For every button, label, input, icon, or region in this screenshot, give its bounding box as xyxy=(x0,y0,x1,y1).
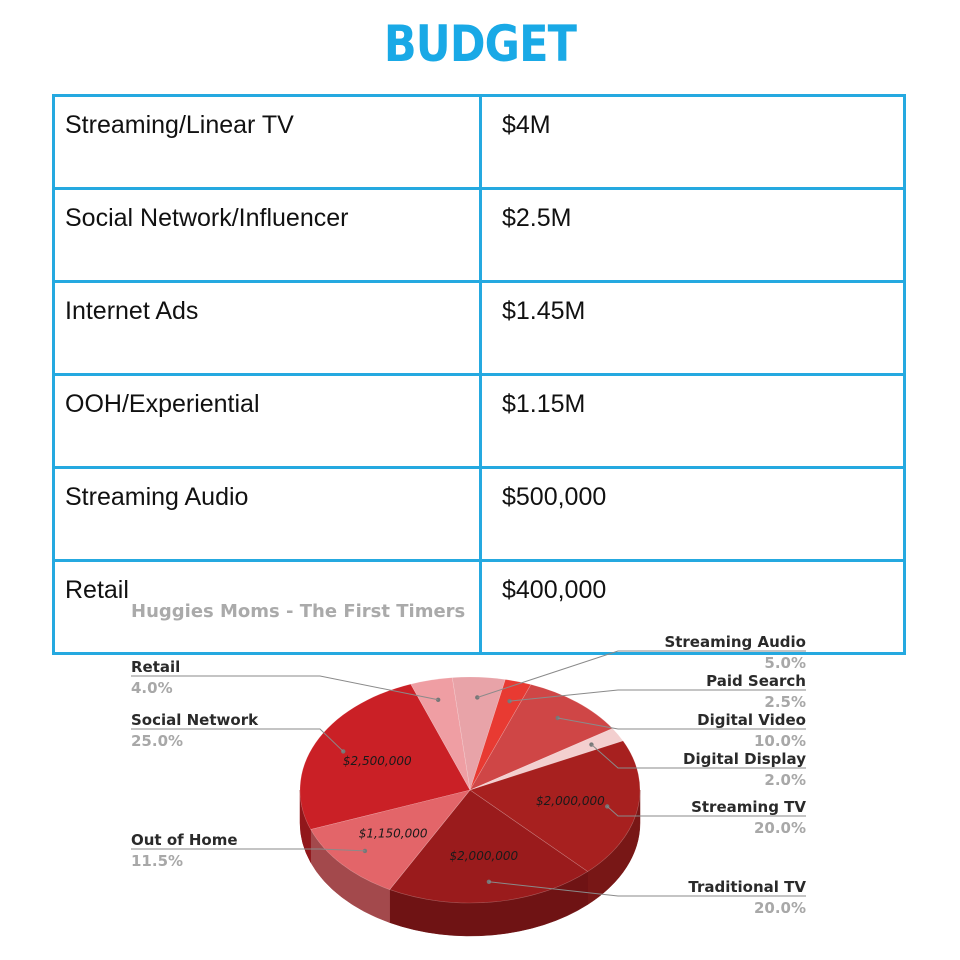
row-value: $500,000 xyxy=(481,468,905,561)
slice-name-label: Paid Search xyxy=(706,672,806,690)
slice-percent-label: 10.0% xyxy=(753,732,806,750)
table-row xyxy=(54,282,905,375)
row-value: $2.5M xyxy=(481,189,905,282)
table-row xyxy=(54,189,905,282)
row-label: OOH/Experiential xyxy=(54,375,481,468)
slice-name-label: Retail xyxy=(131,658,181,676)
slice-name-label: Digital Display xyxy=(683,750,806,768)
row-value: $1.45M xyxy=(481,282,905,375)
slice-value-label: $2,000,000 xyxy=(449,849,519,864)
row-label: Streaming/Linear TV xyxy=(54,96,481,189)
table-row xyxy=(54,468,905,561)
slice-name-label: Streaming Audio xyxy=(664,633,806,651)
slice-percent-label: 4.0% xyxy=(131,679,173,697)
slice-name-label: Digital Video xyxy=(697,711,806,729)
slice-name-label: Traditional TV xyxy=(688,878,806,896)
table-row xyxy=(54,96,905,189)
slice-value-label: $2,500,000 xyxy=(342,753,412,768)
table-row xyxy=(54,375,905,468)
slice-percent-label: 5.0% xyxy=(764,654,806,672)
slice-percent-label: 20.0% xyxy=(753,899,806,917)
row-label: Social Network/Influencer xyxy=(54,189,481,282)
page-title: BUDGET xyxy=(383,15,577,73)
slice-name-label: Out of Home xyxy=(131,831,238,849)
slice-percent-label: 20.0% xyxy=(753,819,806,837)
slice-percent-label: 25.0% xyxy=(131,732,184,750)
slice-percent-label: 11.5% xyxy=(131,852,184,870)
row-label: Retail xyxy=(54,561,481,654)
row-value: $4M xyxy=(481,96,905,189)
slice-percent-label: 2.0% xyxy=(764,771,806,789)
slice-value-label: $2,000,000 xyxy=(536,794,605,809)
chart-title: Huggies Moms - The First Timers xyxy=(131,601,466,622)
slice-percent-label: 2.5% xyxy=(764,693,806,711)
row-value: $400,000 xyxy=(481,561,905,654)
row-label: Internet Ads xyxy=(54,282,481,375)
slice-name-label: Streaming TV xyxy=(691,798,806,816)
pie-chart xyxy=(0,590,960,960)
slice-name-label: Social Network xyxy=(131,711,259,729)
row-label: Streaming Audio xyxy=(54,468,481,561)
slice-value-label: $1,150,000 xyxy=(358,826,428,841)
row-value: $1.15M xyxy=(481,375,905,468)
budget-table xyxy=(52,94,906,655)
